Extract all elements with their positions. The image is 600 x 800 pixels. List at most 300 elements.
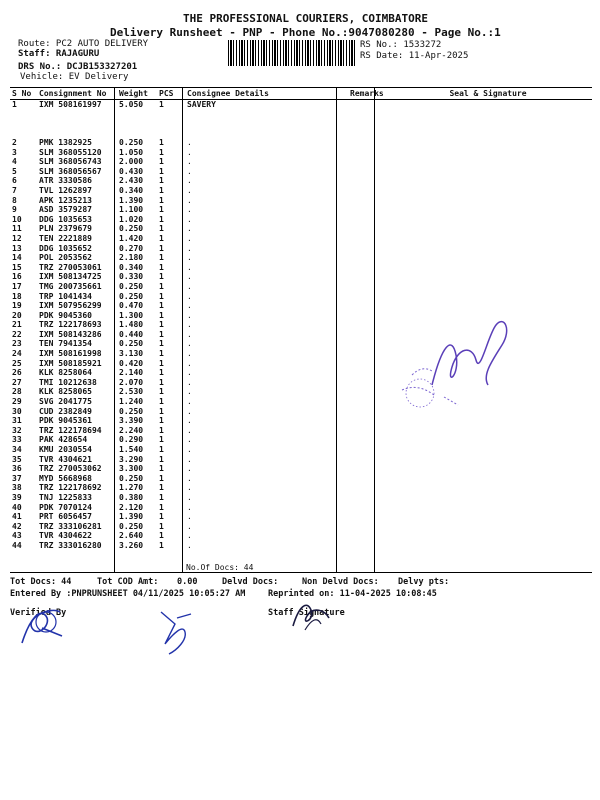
- row-weight: 2.140: [119, 368, 144, 378]
- row-consignee: .: [187, 502, 192, 512]
- row-sno: 39: [12, 492, 22, 502]
- row-consignee: .: [187, 521, 192, 531]
- row-consignment: IXM 508143286: [39, 329, 102, 339]
- row-consignee: .: [187, 214, 192, 224]
- row-pcs: 1: [159, 233, 164, 243]
- row-weight: 0.420: [119, 358, 144, 368]
- table-row: [10, 426, 592, 436]
- row-consignee: .: [187, 205, 192, 215]
- row-pcs: 1: [159, 214, 164, 224]
- row-consignee: .: [187, 445, 192, 454]
- verified-signature-icon: [12, 598, 72, 650]
- table-row: [10, 148, 592, 158]
- row-remarks: [348, 311, 384, 321]
- row-consignment: MYD 5668968: [39, 473, 92, 483]
- row-remarks: [348, 196, 384, 206]
- row-pcs: 1: [159, 416, 164, 426]
- row-seal: [384, 167, 592, 177]
- delvd-docs: Delvd Docs:: [222, 577, 279, 587]
- row-sno: 20: [12, 310, 22, 320]
- row-sno: 22: [12, 329, 22, 339]
- row-weight: 1.050: [119, 147, 144, 157]
- row-consignment: DDG 1035653: [39, 214, 92, 224]
- row-consignee: .: [187, 416, 192, 426]
- row-pcs: 1: [159, 329, 164, 339]
- row-weight: 0.470: [119, 301, 144, 311]
- row-sno: 10: [12, 214, 22, 224]
- row-consignment: TRZ 122178693: [39, 320, 102, 330]
- row-pcs: 1: [159, 176, 164, 186]
- row-consignee: .: [187, 540, 192, 550]
- row-weight: 0.440: [119, 329, 144, 339]
- row-seal: [384, 503, 592, 513]
- row-consignee: .: [187, 358, 192, 368]
- row-consignment: TRZ 122178692: [39, 483, 102, 493]
- row-consignee: .: [187, 166, 192, 176]
- row-pcs: 1: [159, 531, 164, 541]
- row-pcs: 1: [159, 185, 164, 195]
- company-name: THE PROFESSIONAL COURIERS, COIMBATORE: [183, 12, 429, 25]
- row-pcs: 1: [159, 521, 164, 531]
- row-weight: 0.250: [119, 138, 144, 147]
- row-consignment: PMK 1382925: [39, 138, 92, 147]
- table-row: [10, 435, 592, 445]
- col-pcs: PCS: [157, 88, 185, 100]
- row-weight: 0.250: [119, 291, 144, 301]
- table-row: [10, 167, 592, 177]
- row-consignment: TRZ 270053062: [39, 464, 102, 474]
- row-remarks: [348, 368, 384, 378]
- row-remarks: [348, 148, 384, 158]
- row-pcs: 1: [159, 320, 164, 330]
- row-weight: 1.270: [119, 483, 144, 493]
- row-sno: 5: [12, 166, 17, 176]
- non-delvd-docs: Non Delvd Docs:: [302, 577, 379, 587]
- row-weight: 2.530: [119, 387, 144, 397]
- row-seal: [384, 522, 592, 532]
- row-consignment: CUD 2382849: [39, 406, 92, 416]
- row-sno: 19: [12, 301, 22, 311]
- row-remarks: [348, 215, 384, 225]
- row-sno: 40: [12, 502, 22, 512]
- row-consignment: IXM 507956299: [39, 301, 102, 311]
- row-pcs: 1: [159, 464, 164, 474]
- row-consignee: .: [187, 454, 192, 464]
- table-row: [10, 186, 592, 196]
- reprinted-on: Reprinted on: 11-04-2025 10:08:45: [268, 589, 437, 599]
- row-consignee: .: [187, 195, 192, 205]
- row-remarks: [348, 292, 384, 302]
- row-weight: 0.250: [119, 281, 144, 291]
- row-sno: 4: [12, 157, 17, 167]
- row-seal: [384, 435, 592, 445]
- row-seal: [384, 215, 592, 225]
- row-pcs: 1: [159, 454, 164, 464]
- row-weight: 2.430: [119, 176, 144, 186]
- table-row: [10, 157, 592, 167]
- row-pcs: 1: [159, 205, 164, 215]
- row-seal: [384, 244, 592, 254]
- row-weight: 1.420: [119, 233, 144, 243]
- route: Route: PC2 AUTO DELIVERY: [18, 39, 149, 49]
- table-row: [10, 531, 592, 541]
- row-pcs: 1: [159, 445, 164, 454]
- row-sno: 38: [12, 483, 22, 493]
- row-pcs: 1: [159, 512, 164, 522]
- row-remarks: [348, 416, 384, 426]
- row-sno: 1: [12, 100, 17, 109]
- row-consignment: KLK 8258065: [39, 387, 92, 397]
- row-pcs: 1: [159, 425, 164, 435]
- row-seal: [384, 205, 592, 215]
- col-consignment: Consignment No: [37, 88, 117, 100]
- row-weight: 3.290: [119, 454, 144, 464]
- row-sno: 7: [12, 185, 17, 195]
- row-remarks: [348, 541, 384, 551]
- row-consignee: .: [187, 310, 192, 320]
- row-pcs: 1: [159, 310, 164, 320]
- row-pcs: 1: [159, 262, 164, 272]
- col-weight: Weight: [117, 88, 157, 100]
- table-row: [10, 282, 592, 292]
- row-pcs: 1: [159, 195, 164, 205]
- row-seal: [384, 157, 592, 167]
- table-row: [10, 100, 592, 139]
- row-remarks: [348, 330, 384, 340]
- row-seal: [384, 493, 592, 503]
- row-consignee: .: [187, 406, 192, 416]
- row-sno: 14: [12, 253, 22, 263]
- row-remarks: [348, 531, 384, 541]
- row-consignment: POL 2053562: [39, 253, 92, 263]
- row-sno: 26: [12, 368, 22, 378]
- row-consignment: TVR 4304622: [39, 531, 92, 541]
- row-seal: [384, 531, 592, 541]
- row-remarks: [348, 272, 384, 282]
- row-sno: 24: [12, 349, 22, 359]
- row-consignment: SLM 368056567: [39, 166, 102, 176]
- row-seal: [384, 196, 592, 206]
- row-consignment: KMU 2030554: [39, 445, 92, 454]
- table-row: [10, 455, 592, 465]
- row-sno: 8: [12, 195, 17, 205]
- vehicle: Vehicle: EV Delivery: [20, 72, 129, 82]
- row-pcs: 1: [159, 377, 164, 387]
- row-seal: [384, 445, 592, 455]
- row-weight: 1.240: [119, 397, 144, 407]
- row-consignment: TMG 200735661: [39, 281, 102, 291]
- table-row: [10, 253, 592, 263]
- row-pcs: 1: [159, 397, 164, 407]
- row-consignment: TRZ 122178694: [39, 425, 102, 435]
- row-pcs: 1: [159, 138, 164, 147]
- row-consignee: .: [187, 492, 192, 502]
- row-weight: 0.250: [119, 339, 144, 349]
- row-sno: 29: [12, 397, 22, 407]
- table-row: [10, 474, 592, 484]
- row-sno: 12: [12, 233, 22, 243]
- row-pcs: 1: [159, 492, 164, 502]
- no-of-docs: No.Of Docs: 44: [186, 563, 254, 572]
- rs-date: RS Date: 11-Apr-2025: [360, 51, 469, 61]
- barcode: [228, 40, 356, 66]
- tot-docs: Tot Docs: 44: [10, 577, 72, 587]
- row-remarks: [348, 167, 384, 177]
- row-weight: 2.000: [119, 157, 144, 167]
- row-remarks: [348, 253, 384, 263]
- row-consignee: .: [187, 425, 192, 435]
- row-weight: 1.020: [119, 214, 144, 224]
- row-pcs: 1: [159, 406, 164, 416]
- row-remarks: [348, 176, 384, 186]
- row-weight: 1.390: [119, 512, 144, 522]
- row-remarks: [348, 493, 384, 503]
- row-sno: 3: [12, 147, 17, 157]
- row-consignment: PDK 9045360: [39, 310, 92, 320]
- row-remarks: [348, 359, 384, 369]
- row-weight: 3.300: [119, 464, 144, 474]
- row-weight: 0.250: [119, 473, 144, 483]
- row-weight: 1.300: [119, 310, 144, 320]
- table-row: [10, 445, 592, 455]
- staff-signature-2-icon: [285, 596, 335, 636]
- row-consignee: .: [187, 368, 192, 378]
- row-remarks: [348, 512, 384, 522]
- row-consignment: ASD 3579287: [39, 205, 92, 215]
- row-remarks: [348, 522, 384, 532]
- row-remarks: [348, 464, 384, 474]
- row-consignment: IXM 508185921: [39, 358, 102, 368]
- row-consignee: .: [187, 147, 192, 157]
- row-weight: 0.290: [119, 435, 144, 445]
- row-weight: 1.480: [119, 320, 144, 330]
- row-sno: 35: [12, 454, 22, 464]
- row-consignee: .: [187, 291, 192, 301]
- row-sno: 43: [12, 531, 22, 541]
- seal-stamp-icon: [392, 305, 532, 415]
- row-seal: [384, 426, 592, 436]
- row-remarks: [348, 407, 384, 417]
- row-weight: 2.640: [119, 531, 144, 541]
- table-row: [10, 503, 592, 513]
- row-consignee: .: [187, 339, 192, 349]
- row-pcs: 1: [159, 349, 164, 359]
- row-remarks: [348, 397, 384, 407]
- row-remarks: [348, 244, 384, 254]
- row-pcs: 1: [159, 157, 164, 167]
- row-sno: 23: [12, 339, 22, 349]
- row-consignee: .: [187, 185, 192, 195]
- row-seal: [384, 416, 592, 426]
- row-consignment: PLN 2379679: [39, 224, 92, 234]
- row-remarks: [348, 224, 384, 234]
- row-seal: [384, 253, 592, 263]
- row-weight: 0.330: [119, 272, 144, 282]
- row-consignment: IXM 508161998: [39, 349, 102, 359]
- row-remarks: [348, 138, 384, 148]
- row-seal: [384, 148, 592, 158]
- row-pcs: 1: [159, 100, 164, 109]
- row-consignment: KLK 8258064: [39, 368, 92, 378]
- row-consignment: APK 1235213: [39, 195, 92, 205]
- row-consignment: TRZ 333016280: [39, 540, 102, 550]
- row-seal: [384, 292, 592, 302]
- table-row: [10, 493, 592, 503]
- row-sno: 18: [12, 291, 22, 301]
- table-row: [10, 176, 592, 186]
- row-remarks: [348, 349, 384, 359]
- row-pcs: 1: [159, 224, 164, 234]
- row-consignment: TVR 4304621: [39, 454, 92, 464]
- row-consignee: .: [187, 512, 192, 522]
- row-sno: 32: [12, 425, 22, 435]
- row-weight: 5.050: [119, 100, 144, 109]
- row-consignment: TRP 1041434: [39, 291, 92, 301]
- row-consignment: TVL 1262897: [39, 185, 92, 195]
- col-remarks: Remarks: [350, 89, 384, 98]
- col-sno: S No: [10, 88, 37, 100]
- table-row: [10, 263, 592, 273]
- row-seal: [384, 224, 592, 234]
- staff-signature-label: Staff Signature: [268, 608, 345, 618]
- row-pcs: 1: [159, 358, 164, 368]
- row-consignee: .: [187, 473, 192, 483]
- table-row: [10, 272, 592, 282]
- row-pcs: 1: [159, 291, 164, 301]
- row-pcs: 1: [159, 502, 164, 512]
- row-sno: 11: [12, 224, 22, 234]
- staff: Staff: RAJAGURU: [18, 49, 100, 59]
- row-consignee: .: [187, 387, 192, 397]
- row-consignee: .: [187, 301, 192, 311]
- row-consignee: .: [187, 464, 192, 474]
- row-consignment: PDK 7070124: [39, 502, 92, 512]
- row-sno: 2: [12, 138, 17, 147]
- row-consignee: SAVERY: [187, 100, 216, 109]
- row-remarks: [348, 339, 384, 349]
- row-sno: 42: [12, 521, 22, 531]
- row-weight: 3.260: [119, 540, 144, 550]
- row-weight: 2.070: [119, 377, 144, 387]
- row-remarks: [348, 263, 384, 273]
- row-sno: 34: [12, 445, 22, 454]
- row-weight: 3.130: [119, 349, 144, 359]
- table-row: [10, 196, 592, 206]
- table-row: [10, 541, 592, 551]
- row-consignment: SLM 368056743: [39, 157, 102, 167]
- row-consignment: TEN 2221889: [39, 233, 92, 243]
- row-weight: 2.120: [119, 502, 144, 512]
- row-remarks: [348, 435, 384, 445]
- row-weight: 1.540: [119, 445, 144, 454]
- row-consignee: .: [187, 320, 192, 330]
- row-weight: 0.340: [119, 262, 144, 272]
- row-sno: 16: [12, 272, 22, 282]
- row-sno: 9: [12, 205, 17, 215]
- row-weight: 0.380: [119, 492, 144, 502]
- row-pcs: 1: [159, 272, 164, 282]
- row-consignee: .: [187, 176, 192, 186]
- row-consignment: TRZ 270053061: [39, 262, 102, 272]
- runsheet-title: Delivery Runsheet - PNP - Phone No.:9047080280 - Page No.:1: [110, 26, 501, 39]
- row-sno: 17: [12, 281, 22, 291]
- row-weight: 1.100: [119, 205, 144, 215]
- row-remarks: [348, 378, 384, 388]
- col-seal-signature: Seal & Signature: [384, 88, 592, 100]
- row-consignment: TNJ 1225833: [39, 492, 92, 502]
- row-seal: [384, 474, 592, 484]
- table-row: [10, 464, 592, 474]
- row-weight: 3.390: [119, 416, 144, 426]
- row-consignee: .: [187, 138, 192, 147]
- row-pcs: 1: [159, 147, 164, 157]
- row-consignment: TRZ 333106281: [39, 521, 102, 531]
- row-remarks: [348, 474, 384, 484]
- row-consignee: .: [187, 253, 192, 263]
- row-remarks: [348, 301, 384, 311]
- row-seal: [384, 541, 592, 551]
- row-weight: 2.180: [119, 253, 144, 263]
- row-consignee: .: [187, 224, 192, 234]
- col-consignee: Consignee Details: [185, 88, 348, 100]
- row-weight: 2.240: [119, 425, 144, 435]
- row-consignee: .: [187, 435, 192, 445]
- row-weight: 1.390: [119, 195, 144, 205]
- row-seal: [384, 186, 592, 196]
- row-seal: [384, 100, 592, 139]
- table-row: [10, 215, 592, 225]
- row-consignee: .: [187, 531, 192, 541]
- row-consignment: DDG 1035652: [39, 243, 92, 253]
- row-sno: 37: [12, 473, 22, 483]
- table-row: [10, 512, 592, 522]
- row-sno: 28: [12, 387, 22, 397]
- tot-cod-label: Tot COD Amt:: [97, 577, 159, 587]
- row-sno: 41: [12, 512, 22, 522]
- row-seal: [384, 263, 592, 273]
- row-remarks: [348, 234, 384, 244]
- row-consignment: TMI 10212638: [39, 377, 97, 387]
- table-row: [10, 138, 592, 148]
- row-weight: 0.430: [119, 166, 144, 176]
- drs-number: DRS No.: DCJB153327201: [18, 62, 138, 72]
- row-sno: 25: [12, 358, 22, 368]
- row-pcs: 1: [159, 253, 164, 263]
- table-row: [10, 244, 592, 254]
- verified-by-label: Verified By: [10, 608, 67, 618]
- row-sno: 31: [12, 416, 22, 426]
- row-sno: 21: [12, 320, 22, 330]
- row-pcs: 1: [159, 243, 164, 253]
- entered-by: Entered By :PNPRUNSHEET 04/11/2025 10:05:27 AM: [10, 589, 246, 599]
- row-weight: 0.340: [119, 185, 144, 195]
- row-consignee: .: [187, 281, 192, 291]
- rs-number: RS No.: 1533272: [360, 40, 442, 50]
- row-consignment: ATR 3330586: [39, 176, 92, 186]
- row-pcs: 1: [159, 301, 164, 311]
- row-consignee: .: [187, 243, 192, 253]
- row-seal: [384, 455, 592, 465]
- row-remarks: [348, 282, 384, 292]
- row-remarks: [348, 387, 384, 397]
- tot-cod-amount: 0.00: [177, 577, 198, 587]
- row-seal: [384, 464, 592, 474]
- row-remarks: [348, 157, 384, 167]
- row-weight: 0.270: [119, 243, 144, 253]
- row-sno: 30: [12, 406, 22, 416]
- row-seal: [384, 138, 592, 148]
- delvy-pts: Delvy pts:: [398, 577, 450, 587]
